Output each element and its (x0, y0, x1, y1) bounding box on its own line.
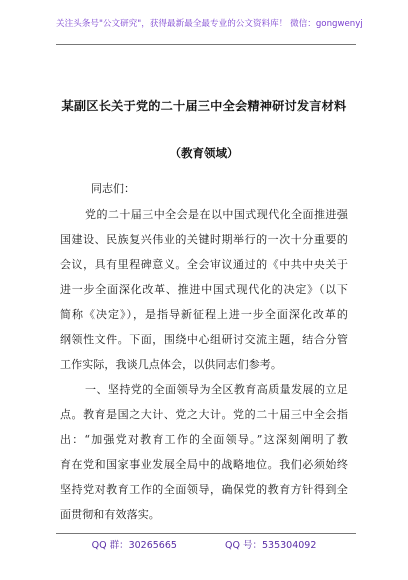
body-line: 进一步全面深化改革、推进中国式现代化的决定》（以下 (60, 283, 348, 296)
footer-contact (0, 537, 408, 551)
body-line: 坚持党对教育工作的全面领导，确保党的教育方针得到全 (60, 483, 348, 496)
body-line: 育在党和国家事业发展全局中的战略地位。我们必须始终 (60, 458, 348, 471)
footer-qq-group: QQ 群：30265665 (91, 540, 177, 551)
body-line: 一、坚持党的全面领导为全区教育高质量发展的立足 (85, 383, 348, 396)
document-subtitle: （教育领域） (169, 146, 239, 160)
body-line: 纲领性文件。下面，围绕中心组研讨交流主题，结合分管 (60, 333, 348, 346)
body-line: 国建设、民族复兴伟业的关键时期举行的一次十分重要的 (60, 233, 348, 246)
header-banner: 关注头条号"公文研究"，获得最新最全最专业的公文资料库！ 微信：gongwenyj (56, 19, 363, 29)
footer-divider (56, 533, 356, 534)
body-line: 简称《决定》），是指导新征程上进一步全面深化改革的 (60, 308, 348, 321)
document-title: 某副区长关于党的二十届三中全会精神研讨发言材料 (61, 99, 347, 113)
greeting: 同志们： (91, 182, 135, 195)
body-line: 点。教育是国之大计、党之大计。党的二十届三中全会指 (60, 408, 348, 421)
header-divider (56, 44, 356, 45)
body-line: 工作实际，我谈几点体会，以供同志们参考。 (60, 358, 282, 371)
footer-qq-number: QQ 号：535304092 (225, 540, 317, 551)
body-line: 党的二十届三中全会是在以中国式现代化全面推进强 (85, 208, 348, 221)
body-line: 出：“加强党对教育工作的全面领导。”这深刻阐明了教 (60, 433, 348, 446)
body-line: 会议，具有里程碑意义。全会审议通过的《中共中央关于 (60, 258, 348, 271)
body-line: 面贯彻和有效落实。 (60, 508, 160, 521)
